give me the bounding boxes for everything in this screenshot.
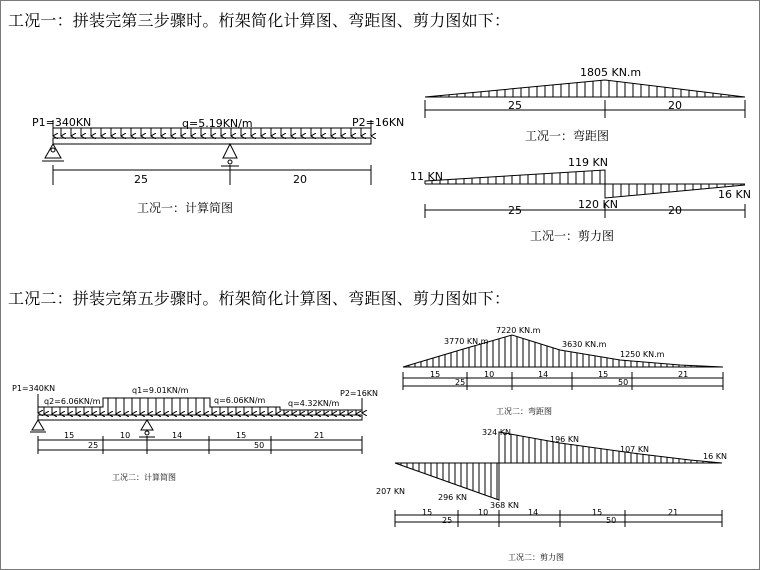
- case2-shear-seg: 10: [478, 508, 489, 517]
- case2-moment-m2: 7220 KN.m: [496, 326, 541, 335]
- case2-moment-seg: 15: [598, 370, 609, 379]
- case2-shear-seg: 15: [592, 508, 603, 517]
- case1-calc-caption: 工况一：计算简图: [137, 201, 234, 215]
- case1-moment-span-b: 20: [668, 99, 682, 112]
- case2-shear-v7: 368 KN: [490, 501, 520, 510]
- case1-moment-caption: 工况一：弯距图: [525, 129, 610, 143]
- case1-mid-support: [223, 144, 237, 158]
- case1-q-label: q=5.19KN/m: [182, 117, 253, 130]
- case2-seg-label: 10: [120, 431, 131, 440]
- case1-moment-hatch: [433, 80, 737, 97]
- case2-moment-m4: 1250 KN.m: [620, 350, 665, 359]
- case2-moment-m3: 3630 KN.m: [562, 340, 607, 349]
- case2-seg-label: 15: [236, 431, 247, 440]
- case1-moment-diagram: [425, 80, 745, 118]
- case2-beam: [38, 415, 362, 420]
- case2-shear-v2: 196 KN: [550, 435, 580, 444]
- case2-shear-v4: 16 KN: [703, 452, 727, 461]
- case1-heading: 工况一：拼装完第三步骤时。桁架简化计算图、弯距图、剪力图如下：: [8, 11, 511, 30]
- case1-p2-label: P2=16KN: [352, 116, 405, 129]
- case1-beam: [53, 138, 371, 144]
- case1-span-a: 25: [134, 173, 148, 186]
- case2-seg-label: 15: [64, 431, 75, 440]
- case1-moment-peak: 1805 KN.m: [580, 66, 642, 79]
- case1-shear-span-a: 25: [508, 204, 522, 217]
- case2-shear-caption: 工况二：剪力图: [508, 553, 564, 562]
- case2-q4-label: q=4.32KN/m: [288, 399, 340, 408]
- case2-seg-label: 21: [314, 431, 325, 440]
- case2-moment-span-b: 50: [618, 378, 629, 387]
- case2-span-b: 50: [254, 441, 265, 450]
- case2-moment-m1: 3770 KN.m: [444, 337, 489, 346]
- case2-shear-span-a: 25: [442, 516, 453, 525]
- case2-mid-support: [141, 420, 153, 430]
- case2-left-support: [32, 420, 44, 430]
- case2-moment-seg: 15: [430, 370, 441, 379]
- case2-shear-seg: 14: [528, 508, 539, 517]
- case1-shear-top: 119 KN: [568, 156, 608, 169]
- case2-p2-label: P2=16KN: [340, 389, 379, 398]
- case2-heading: 工况二：拼装完第五步骤时。桁架简化计算图、弯距图、剪力图如下：: [8, 289, 511, 308]
- case1-moment-span-a: 25: [508, 99, 522, 112]
- case2-moment-span-a: 25: [455, 378, 466, 387]
- case1-shear-bottom: 120 KN: [578, 198, 618, 211]
- case2-moment-seg: 10: [484, 370, 495, 379]
- case1-shear-caption: 工况一：剪力图: [530, 229, 615, 243]
- case2-shear-v3: 107 KN: [620, 445, 650, 454]
- case2-mid-roller: [145, 431, 149, 435]
- case2-shear-v5: 207 KN: [376, 487, 406, 496]
- case2-span-a: 25: [88, 441, 99, 450]
- case1-shear-right: 16 KN: [718, 188, 751, 201]
- case2-shear-v6: 296 KN: [438, 493, 468, 502]
- case2-q1-label: q1=9.01KN/m: [132, 386, 189, 395]
- case1-span-b: 20: [293, 173, 307, 186]
- case1-p1-label: P1=340KN: [32, 116, 92, 129]
- case1-shear-span-b: 20: [668, 204, 682, 217]
- case2-seg-label: 14: [172, 431, 183, 440]
- case2-shear-seg: 21: [668, 508, 679, 517]
- case2-q2-label: q2=6.06KN/m: [44, 397, 101, 406]
- case2-moment-caption: 工况二：弯距图: [496, 407, 552, 416]
- case2-shear-seg: 15: [422, 508, 433, 517]
- case2-p1-label: P1=340KN: [12, 384, 56, 393]
- case2-shear-v1: 324 KN: [482, 428, 512, 437]
- case2-shear-span-b: 50: [606, 516, 617, 525]
- case2-moment-ticks: [403, 372, 723, 390]
- case2-q3-label: q=6.06KN/m: [214, 396, 266, 405]
- case1-left-support: [45, 144, 61, 158]
- case1-left-support-pin: [51, 148, 55, 152]
- case2-moment-seg: 21: [678, 370, 689, 379]
- case2-moment-seg: 14: [538, 370, 549, 379]
- case1-shear-left: 11 KN: [410, 170, 443, 183]
- case2-calc-caption: 工况二：计算简图: [112, 473, 176, 482]
- case1-mid-roller: [228, 160, 232, 164]
